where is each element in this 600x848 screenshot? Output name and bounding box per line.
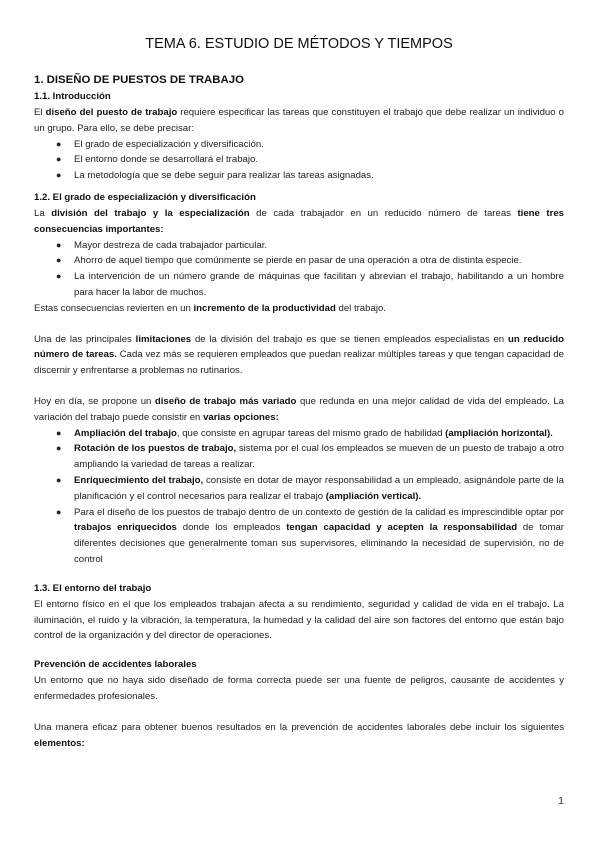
- list-item: ● El grado de especialización y diversificación.: [34, 137, 564, 153]
- intro-bullet-list: [34, 137, 564, 184]
- bullet-icon: ●: [56, 138, 62, 149]
- list-item: ● La metodología que se debe seguir para realizar las tareas asignadas.: [34, 168, 564, 184]
- specialization-paragraph: La división del trabajo y la especialización de cada trabajador en un reducido número de tareas tiene tres consecuencias importantes:: [34, 207, 564, 235]
- bullet-icon: ●: [56, 474, 62, 485]
- list-item: ● El entorno donde se desarrollará el trabajo.: [34, 152, 564, 168]
- document-page: [34, 36, 564, 751]
- bullet-icon: ●: [56, 443, 62, 454]
- limitations-paragraph: Una de las principales limitaciones de la división del trabajo es que se tienen empleados especialistas en un reducido número de tareas. Cada vez más se requieren empleados que puedan realizar múltiples tareas y que tengan capacidad de discernir y enfrentarse a problemas no rutinarios.: [34, 333, 565, 377]
- list-item: ● Enriquecimiento del trabajo, consiste en dotar de mayor responsabilidad a un empleado, asignándole parte de la planificación y el control necesarios para realizar el trabajo (ampliación vertical).: [56, 474, 564, 502]
- bullet-icon: ●: [56, 506, 62, 517]
- varied-design-paragraph: Hoy en día, se propone un diseño de trabajo más variado que redunda en una mejor calidad de vida del empleado. La variación del trabajo puede consistir en varias opciones:: [34, 395, 565, 423]
- list-item: ● Para el diseño de los puestos de trabajo dentro de un contexto de gestión de la calidad es imprescindible optar por trabajos enriquecidos donde los empleados tengan capacidad y acepten la responsabilidad de tomar diferentes decisiones que generalmente toman sus supervisores, eliminando la necesidad de supervisión, no de control: [56, 506, 564, 565]
- list-item: ● Mayor destreza de cada trabajador particular.: [34, 238, 564, 254]
- environment-paragraph: El entorno físico en el que los empleados trabajan afecta a su rendimiento, seguridad y calidad de vida en el trabajo. La iluminación, el ruido y la vibración, la temperatura, la humedad y la calidad del aire son factores del entorno que están bajo control de la organización y del director de operaciones.: [34, 598, 564, 642]
- bullet-icon: ●: [56, 271, 62, 282]
- bullet-icon: ●: [56, 239, 62, 250]
- bullet-icon: ●: [56, 170, 62, 181]
- list-item: ● La intervención de un número grande de máquinas que facilitan y abrevian el trabajo, habilitando a un hombre para hacer la labor de muchos.: [56, 271, 564, 298]
- intro-paragraph: El diseño del puesto de trabajo requiere especificar las tareas que constituyen el trabajo que debe realizar un individuo o un grupo. Para ello, se debe precisar:: [34, 107, 564, 134]
- productivity-paragraph: Estas consecuencias revierten en un incremento de la productividad del trabajo.: [34, 302, 386, 314]
- page-number: 1: [558, 795, 564, 807]
- hazard-paragraph: Un entorno que no haya sido diseñado de forma correcta puede ser una fuente de peligros, causante de accidentes y enfermedades profesionales.: [34, 675, 564, 702]
- consequences-bullet-list: [34, 238, 564, 301]
- bullet-icon: ●: [56, 255, 62, 266]
- document-title: TEMA 6. ESTUDIO DE MÉTODOS Y TIEMPOS: [145, 36, 453, 52]
- bullet-icon: ●: [56, 427, 62, 438]
- subsection-heading-1-1: 1.1. Introducción: [34, 91, 111, 102]
- elements-paragraph: Una manera eficaz para obtener buenos resultados en la prevención de accidentes laborales debe incluir los siguientes elementos:: [34, 721, 564, 749]
- subsection-heading-1-2: 1.2. El grado de especialización y diversificación: [34, 191, 256, 203]
- accident-prevention-heading: Prevención de accidentes laborales: [34, 659, 197, 671]
- options-bullet-list: [34, 426, 564, 568]
- subsection-heading-1-3: 1.3. El entorno del trabajo: [34, 582, 152, 594]
- list-item: ● Ahorro de aquel tiempo que comúnmente se pierde en pasar de una operación a otra de distinta especie.: [34, 253, 564, 269]
- list-item: ● Ampliación del trabajo, que consiste en agrupar tareas del mismo grado de habilidad (ampliación horizontal).: [34, 426, 564, 442]
- list-item: ● Rotación de los puestos de trabajo, sistema por el cual los empleados se mueven de un puesto de trabajo a otro ampliando la variedad de tareas a realizar.: [56, 443, 564, 471]
- section-heading-1: 1. DISEÑO DE PUESTOS DE TRABAJO: [34, 74, 244, 86]
- bullet-icon: ●: [56, 154, 62, 165]
